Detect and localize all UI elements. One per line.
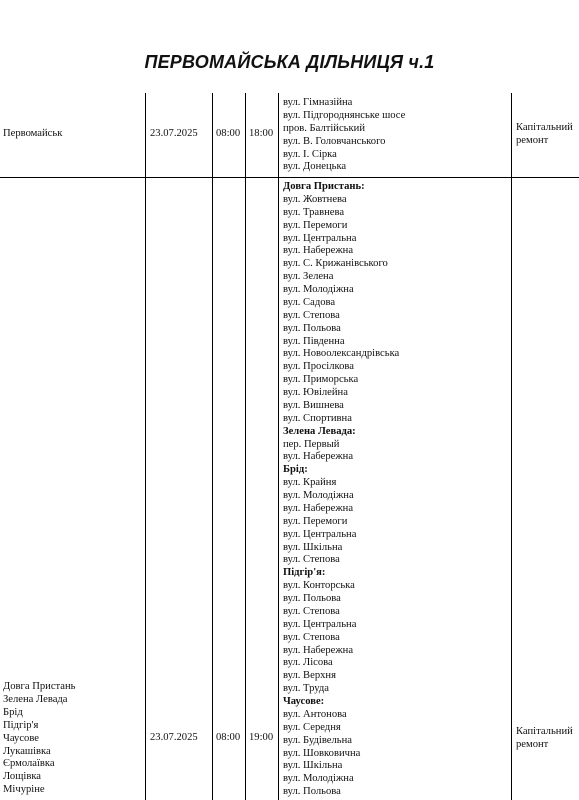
street-list <box>283 97 405 174</box>
street-item: вул. Польова <box>283 322 341 334</box>
street-item: вул. Центральна <box>283 618 357 630</box>
street-item: пров. Балтійський <box>283 122 365 134</box>
settlement-heading: Чаусове: <box>283 696 325 707</box>
street-item: пер. Первый <box>283 438 340 450</box>
street-item: вул. Спортивна <box>283 412 352 424</box>
date-cell: 23.07.2025 <box>150 732 198 743</box>
street-item: вул. Зелена <box>283 271 334 283</box>
street-item: вул. Антонова <box>283 708 347 720</box>
street-list <box>283 181 399 799</box>
street-item: вул. І. Сірка <box>283 148 337 160</box>
street-item: вул. Вишнева <box>283 399 344 411</box>
street-item: вул. Підгороднянське шосе <box>283 109 406 121</box>
street-item: вул. Донецька <box>283 161 347 173</box>
street-item: вул. Садова <box>283 296 336 308</box>
street-item: вул. Новоолександрівська <box>283 348 400 360</box>
time-end-cell: 18:00 <box>249 128 274 139</box>
street-item: вул. Степова <box>283 631 340 643</box>
street-item: вул. Крайня <box>283 477 337 489</box>
page-title: ПЕРВОМАЙСЬКА ДІЛЬНИЦЯ ч.1 <box>144 52 435 72</box>
street-item: вул. Лісова <box>283 657 333 669</box>
settlement-name: Довга Пристань <box>3 681 76 692</box>
work-type-line: Капітальний <box>516 122 573 133</box>
settlement-name: Єрмолаївка <box>3 758 55 770</box>
street-item: вул. Гімназійна <box>283 97 353 108</box>
street-item: вул. Південна <box>283 335 345 347</box>
street-item: вул. Верхня <box>283 670 336 682</box>
settlement-name: Мічуріне <box>3 784 45 796</box>
settlement-heading: Підгір'я: <box>283 567 326 579</box>
street-item: вул. Центральна <box>283 232 357 244</box>
street-item: вул. Конторська <box>283 580 355 592</box>
street-item: вул. Набережна <box>283 644 354 656</box>
street-item: вул. В. Головчанського <box>283 135 386 147</box>
settlement-heading: Брід: <box>283 464 308 476</box>
street-item: вул. Молодіжна <box>283 490 354 501</box>
work-type-line: ремонт <box>516 738 549 750</box>
street-item: вул. Приморська <box>283 374 359 386</box>
work-type-line: ремонт <box>516 134 549 146</box>
street-item: вул. Ювілейна <box>283 387 348 398</box>
street-item: вул. Польова <box>283 786 341 798</box>
work-type-cell <box>516 726 573 752</box>
date-cell: 23.07.2025 <box>150 128 198 139</box>
settlement-name: Чаусове <box>3 732 39 744</box>
settlement-heading: Довга Пристань: <box>283 181 365 192</box>
table-column-divider <box>278 93 279 800</box>
street-item: вул. Середня <box>283 721 341 733</box>
street-item: вул. Набережна <box>283 451 354 463</box>
settlement-name: Первомайськ <box>3 128 63 139</box>
street-item: вул. Будівельна <box>283 734 352 746</box>
settlement-name: Лукашівка <box>3 745 51 757</box>
street-item: вул. Молодіжна <box>283 773 354 785</box>
street-item: вул. Шкільна <box>283 541 343 553</box>
street-item: вул. Степова <box>283 605 340 617</box>
table-column-divider <box>511 93 512 800</box>
work-type-cell <box>516 122 573 148</box>
street-item: вул. Степова <box>283 309 340 321</box>
time-start-cell: 08:00 <box>216 732 241 743</box>
table-row-divider <box>0 177 579 178</box>
street-item: вул. С. Крижанівського <box>283 258 388 270</box>
table-column-divider <box>245 93 246 800</box>
street-item: вул. Степова <box>283 554 340 566</box>
street-item: вул. Труда <box>283 683 329 695</box>
street-item: вул. Просілкова <box>283 361 354 373</box>
street-item: вул. Польова <box>283 593 341 604</box>
settlement-name: Брід <box>3 706 23 718</box>
table-column-divider <box>145 93 146 800</box>
settlement-cell <box>3 128 62 141</box>
street-item: вул. Центральна <box>283 528 357 540</box>
street-item: вул. Набережна <box>283 245 354 257</box>
time-start-cell: 08:00 <box>216 128 241 139</box>
settlement-name: Лощівка <box>3 771 42 783</box>
street-item: вул. Перемоги <box>283 219 348 231</box>
street-item: вул. Жовтнева <box>283 193 347 205</box>
street-item: вул. Набережна <box>283 502 354 514</box>
settlement-heading: Зелена Левада: <box>283 425 356 437</box>
table-column-divider <box>212 93 213 800</box>
street-item: вул. Перемоги <box>283 515 348 527</box>
street-item: вул. Травнева <box>283 206 345 218</box>
settlement-name: Підгір'я <box>3 719 39 731</box>
street-item: вул. Шкільна <box>283 760 343 772</box>
street-item: вул. Шовковична <box>283 747 361 759</box>
time-end-cell: 19:00 <box>249 732 274 743</box>
street-item: вул. Молодіжна <box>283 284 354 295</box>
settlement-name: Зелена Левада <box>3 693 68 705</box>
settlement-cell <box>3 681 76 797</box>
work-type-line: Капітальний <box>516 726 573 737</box>
